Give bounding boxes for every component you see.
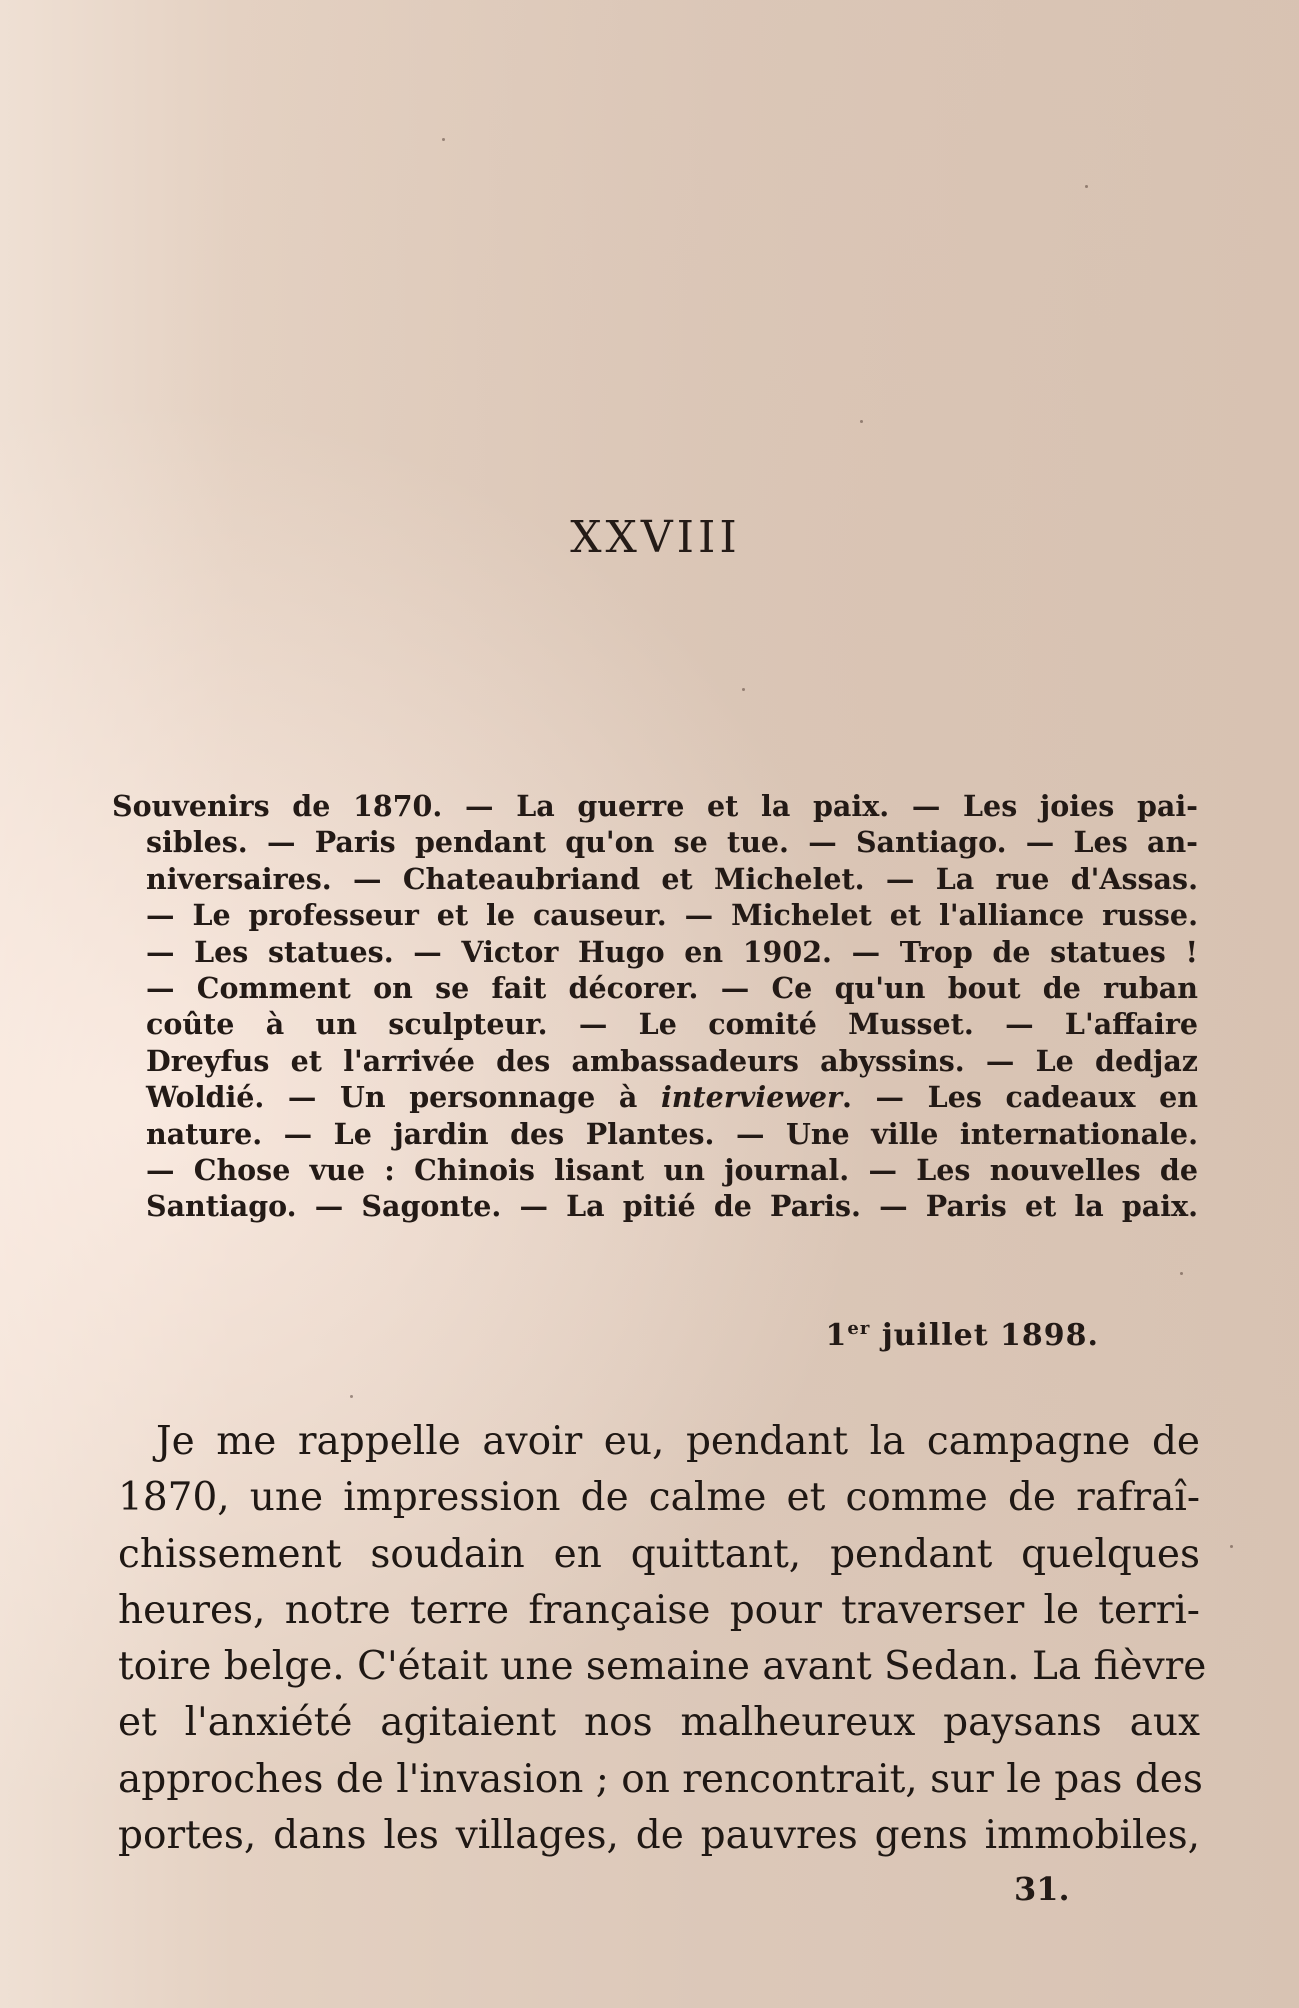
date-text: juillet 1898. (881, 1318, 1099, 1353)
paper-speck (1085, 185, 1088, 188)
body-line: portes, dans les villages, de pauvres gens immobiles, (118, 1813, 1200, 1859)
page-number: 31. (1014, 1870, 1070, 1908)
paper-speck (1180, 1272, 1183, 1275)
paper-speck (860, 420, 863, 423)
body-paragraph (118, 1414, 1207, 1864)
body-line: 1870, une impression de calme et comme de rafraî- (118, 1475, 1200, 1521)
summary-line: — Le professeur et le causeur. — Michelet et l'alliance russe. (146, 898, 1198, 933)
date-ordinal: er (847, 1318, 871, 1339)
summary-line (112, 1079, 1198, 1115)
summary-line: — Les statues. — Victor Hugo en 1902. — Trop de statues ! (146, 934, 1198, 969)
body-line: Je me rappelle avoir eu, pendant la campagne de (156, 1419, 1200, 1464)
paper-speck (742, 688, 745, 691)
summary-line: sibles. — Paris pendant qu'on se tue. — Santiago. — Les an- (146, 825, 1198, 860)
chapter-date (826, 1318, 1099, 1353)
body-line: approches de l'invasion ; on rencontrait, sur le pas des (118, 1756, 1203, 1802)
summary-line: nature. — Le jardin des Plantes. — Une ville internationale. (146, 1116, 1198, 1151)
summary-line: — Chose vue : Chinois lisant un journal. — Les nouvelles de (146, 1153, 1198, 1188)
summary-line: coûte à un sculpteur. — Le comité Musset. — L'affaire (146, 1007, 1198, 1042)
summary-line: niversaires. — Chateaubriand et Michelet. — La rue d'Assas. (146, 861, 1198, 896)
summary-italic-word: interviewer (660, 1080, 843, 1115)
chapter-summary (112, 788, 1198, 1225)
body-line: toire belge. C'était une semaine avant Sedan. La fièvre (118, 1644, 1207, 1690)
summary-line: Santiago. — Sagonte. — La pitié de Paris. — Paris et la paix. (146, 1189, 1198, 1224)
summary-line-end: . — Les cadeaux en (842, 1080, 1198, 1115)
summary-line: Souvenirs de 1870. — La guerre et la paix. — Les joies pai- (112, 789, 1198, 823)
paper-speck (1230, 1545, 1233, 1548)
chapter-number: XXVIII (570, 512, 741, 563)
paper-speck (442, 138, 445, 141)
body-line: et l'anxiété agitaient nos malheureux paysans aux (118, 1700, 1200, 1746)
summary-line: — Comment on se fait décorer. — Ce qu'un bout de ruban (146, 971, 1198, 1006)
date-day: 1 (825, 1318, 848, 1353)
body-line: heures, notre terre française pour traverser le terri- (118, 1587, 1200, 1633)
body-line: chissement soudain en quittant, pendant quelques (118, 1531, 1200, 1577)
summary-line-start: Woldié. — Un personnage à (146, 1080, 661, 1115)
summary-line: Dreyfus et l'arrivée des ambassadeurs abyssins. — Le dedjaz (146, 1043, 1198, 1078)
paper-speck (350, 1395, 353, 1398)
